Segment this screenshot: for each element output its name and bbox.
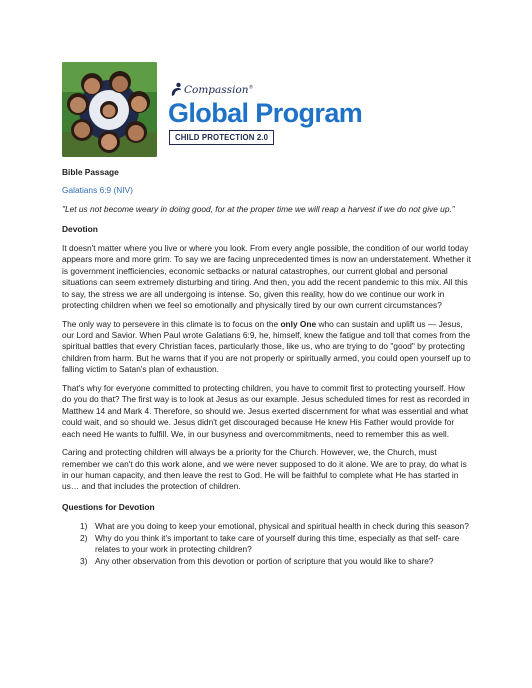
devotion-paragraph-4: Caring and protecting children will always be a priority for the Church. However, we, the Church, must remember we can't do this work alone, and we were never supposed to do it alone. We are to pray, do what is in our human capacity, and then leave the rest to God. He will be faithful to complete what He has started in us… and that includes the protection of children.	[62, 447, 467, 492]
scripture-reference: Galatians 6:9 (NIV)	[62, 185, 133, 196]
document-header	[62, 62, 482, 157]
devotion-heading: Devotion	[62, 224, 98, 235]
questions-heading: Questions for Devotion	[62, 501, 155, 512]
devotion-paragraph-2: The only way to persevere in this climate is to focus on the only One who can sustain and uplift us — Jesus, our Lord and Savior. When Paul wrote Galatians 6:9, he, himself, knew the fatigue and toll that comes from the spiritual battles that every Christian faces, particularly those, like us, who are trying to do "good" by protecting children from harm. But he warns that if you are not properly or spiritually armed, you could open yourself up to falling victim to Satan's plan of exhaustion.	[62, 318, 471, 375]
questions-list	[62, 521, 474, 567]
question-item: 3) Any other observation from this devotion or portion of scripture that you would like to share?	[80, 555, 434, 566]
devotion-paragraph-3: That's why for everyone committed to protecting children, you have to commit first to protecting yourself. How do you do that? The first way is to look at Jesus as our example. Jesus scheduled times for rest as recorded in Matthew 14 and Mark 4. Therefore, so should we. Jesus exerted discernment for what was essential and what could wait, and so should we. Jesus didn't get discouraged because He knew His Father would provide for each need He wants to fulfill. We, in our busyness and overcommitments, need to remember this as well.	[62, 382, 470, 439]
devotion-paragraph-1: It doesn't matter where you live or where you look. From every angle possible, the condition of our world today appears more and more grim. To say we are facing unprecedented times is now an understatement. Whether it is government inefficiencies, economic setbacks or natural catastrophes, our current global and personal situations can seem extremely disturbing and tiring. And then, you add the recent pandemic to this mix. All this to say, the stress we are all undergoing is intense. So, given this reality, how do we continue our work in protecting children when we feel so emotionally and physically tired by our own current circumstances?	[62, 242, 471, 311]
program-badge: CHILD PROTECTION 2.0	[169, 130, 274, 145]
question-item: 2) Why do you think it's important to take care of yourself during this time, especially as that self- care relates to your work in protecting children?	[80, 532, 460, 555]
question-item: 1) What are you doing to keep your emotional, physical and spiritual health in check during this season?	[80, 521, 469, 532]
compassion-logo	[169, 80, 254, 100]
bible-passage-heading: Bible Passage	[62, 167, 119, 177]
document-body	[62, 167, 474, 567]
children-photo-illustration	[62, 62, 157, 157]
compassion-figure-icon	[169, 82, 183, 98]
program-title: Global Program	[168, 98, 363, 128]
brand-name: Compassion®	[184, 84, 254, 96]
scripture-quote: "Let us not become weary in doing good, for at the proper time we will reap a harvest if we do not give up."	[62, 203, 455, 214]
emphasis-only-one: only One	[280, 318, 317, 329]
children-group-photo	[62, 62, 157, 157]
